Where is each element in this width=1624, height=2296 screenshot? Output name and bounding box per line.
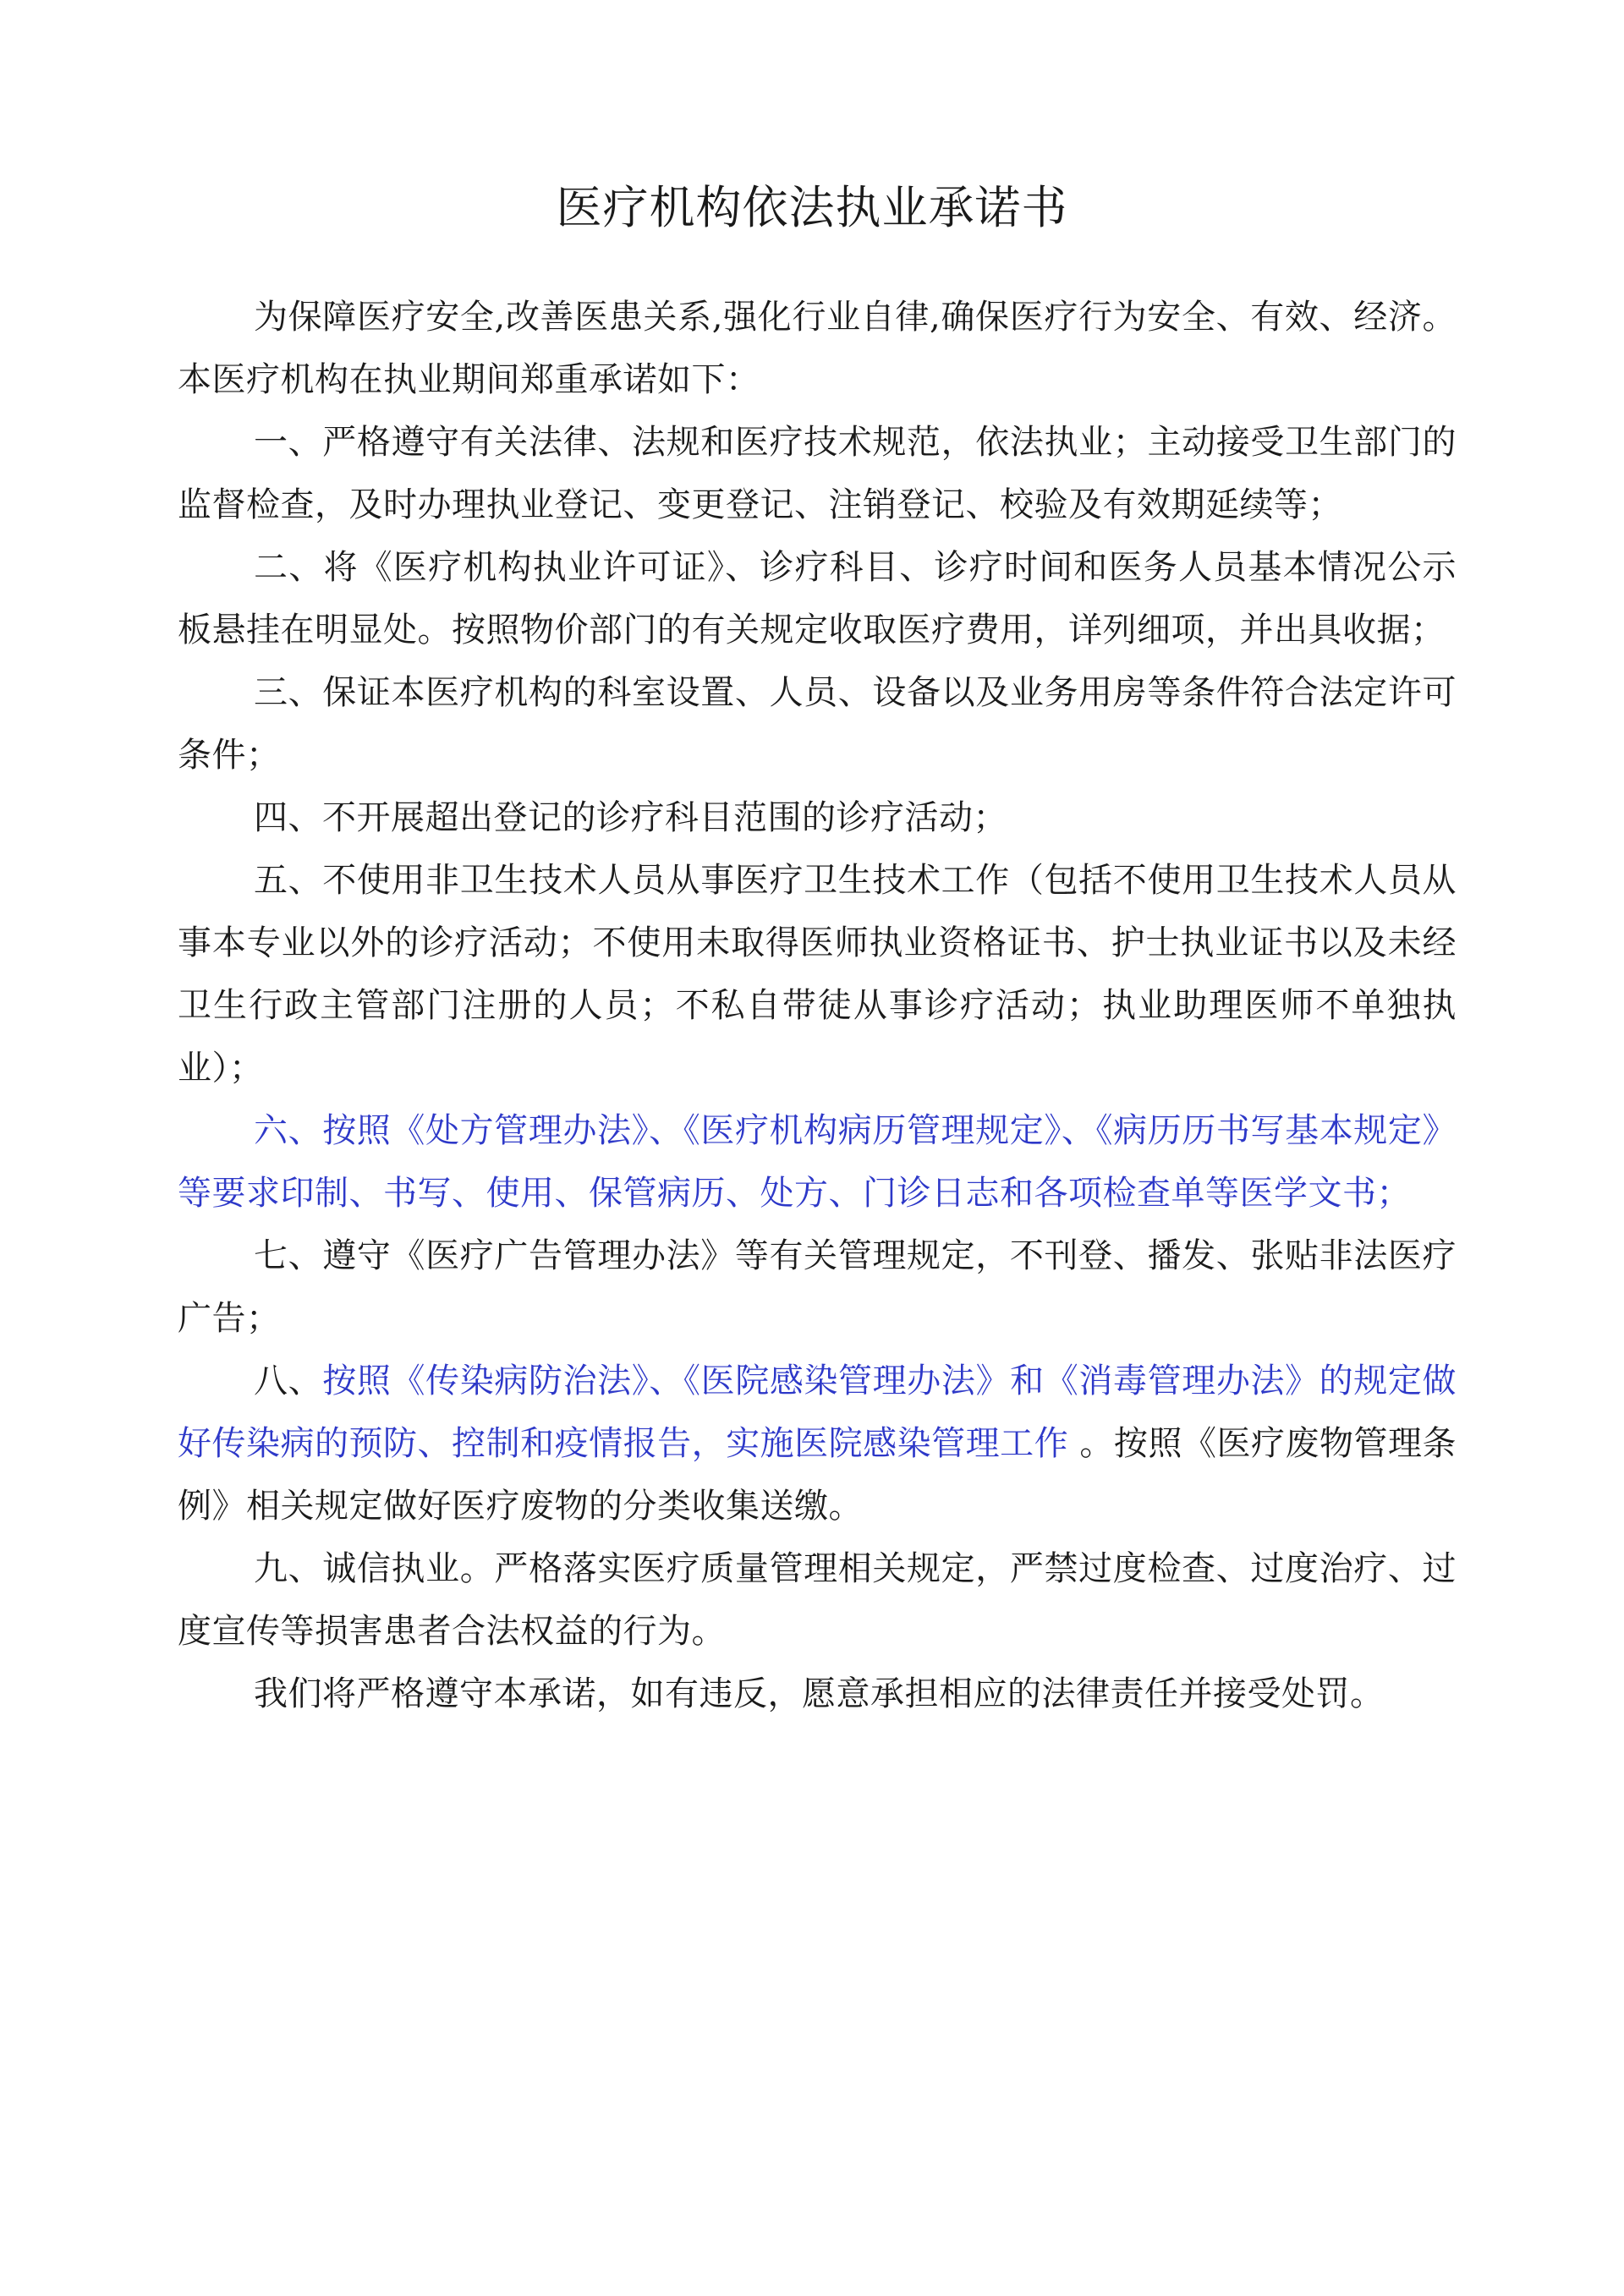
document-body bbox=[178, 286, 1457, 1725]
intro-paragraph: 为保障医疗安全,改善医患关系,强化行业自律,确保医疗行为安全、有效、经济。本医疗机构在执业期间郑重承诺如下： bbox=[178, 298, 1457, 399]
clause-8-highlight: 按照《传染病防治法》、《医院感染管理办法》和《消毒管理办法》的规定做好传染病的预防、控制和疫情报告，实施医院感染管理工作 bbox=[178, 1362, 1457, 1463]
clause-4: 四、不开展超出登记的诊疗科目范围的诊疗活动； bbox=[254, 798, 1007, 837]
closing-paragraph: 我们将严格遵守本承诺，如有违反，愿意承担相应的法律责任并接受处罚。 bbox=[254, 1674, 1385, 1713]
document-title: 医疗机构依法执业承诺书 bbox=[556, 181, 1068, 235]
clause-8-prefix: 八、 bbox=[254, 1362, 323, 1400]
clause-1: 一、严格遵守有关法律、法规和医疗技术规范，依法执业；主动接受卫生部门的监督检查，及时办理执业登记、变更登记、注销登记、校验及有效期延续等； bbox=[178, 423, 1457, 524]
clause-2: 二、将《医疗机构执业许可证》、诊疗科目、诊疗时间和医务人员基本情况公示板悬挂在明显处。按照物价部门的有关规定收取医疗费用，详列细项，并出具收据； bbox=[178, 548, 1457, 649]
clause-5: 五、不使用非卫生技术人员从事医疗卫生技术工作（包括不使用卫生技术人员从事本专业以外的诊疗活动；不使用未取得医师执业资格证书、护士执业证书以及未经卫生行政主管部门注册的人员；不私自带徒从事诊疗活动；执业助理医师不单独执业）； bbox=[178, 861, 1457, 1088]
clause-9: 九、诚信执业。严格落实医疗质量管理相关规定，严禁过度检查、过度治疗、过度宣传等损害患者合法权益的行为。 bbox=[178, 1549, 1457, 1651]
clause-8-suffix: 。按照《医疗废物管理条例》相关规定做好医疗废物的分类收集送缴。 bbox=[178, 1424, 1457, 1526]
clause-7: 七、遵守《医疗广告管理办法》等有关管理规定，不刊登、播发、张贴非法医疗广告； bbox=[178, 1236, 1457, 1338]
clause-3: 三、保证本医疗机构的科室设置、人员、设备以及业务用房等条件符合法定许可条件； bbox=[178, 673, 1457, 775]
clause-6: 六、按照《处方管理办法》、《医疗机构病历管理规定》、《病历历书写基本规定》等要求印制、书写、使用、保管病历、处方、门诊日志和各项检查单等医学文书； bbox=[178, 1111, 1457, 1213]
clause-8 bbox=[178, 1350, 1457, 1537]
